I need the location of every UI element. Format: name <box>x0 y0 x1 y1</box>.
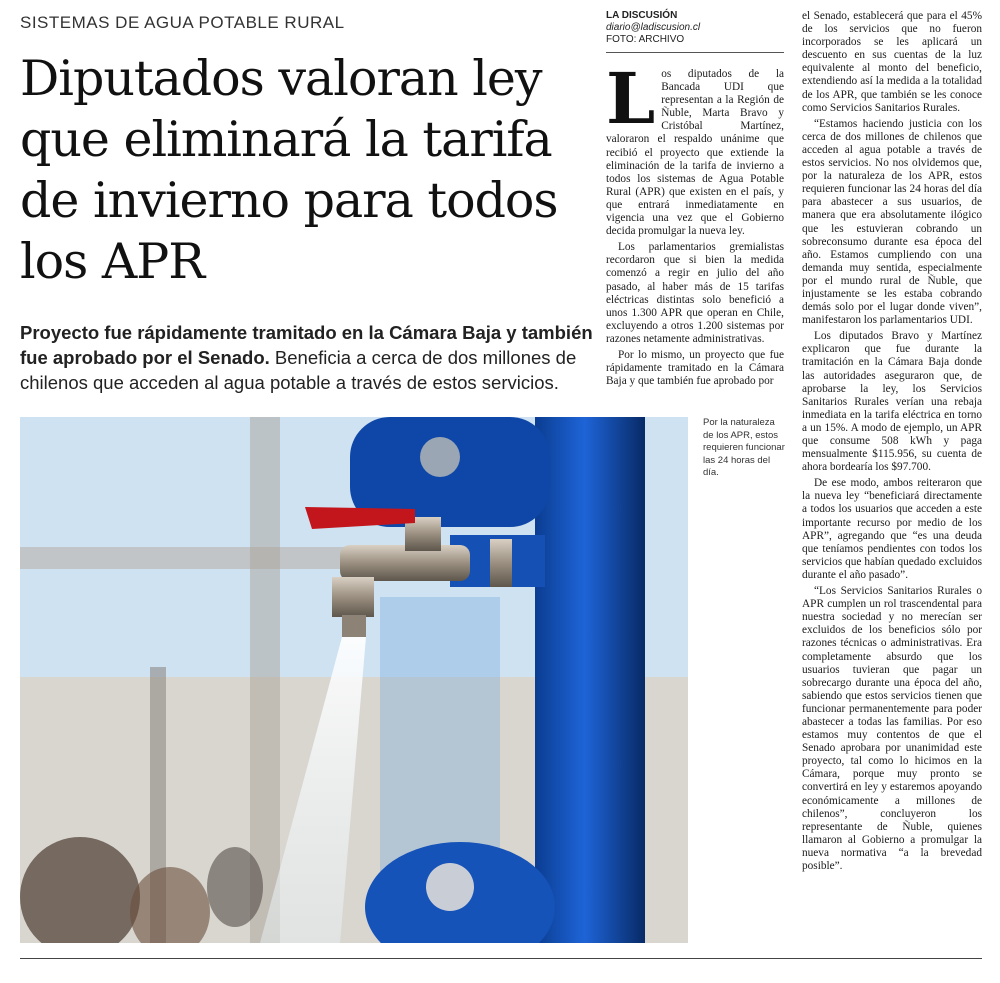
byline <box>606 10 784 46</box>
byline-email[interactable]: diario@ladiscusion.cl <box>606 22 701 33</box>
subhead <box>20 320 595 395</box>
article-paragraph: Los diputados de la Bancada UDI que representan a la Región de Ñuble, Marta Bravo y Cristóbal Martínez, valoraron el respaldo unánime que recibió el proyecto que extiende la eliminación de la tarifa de invierno a todos los sistemas de Agua Potable Rural (APR) que existen en el país, y que entrará inmediatamente en vigencia una vez que el Gobierno decida promulgar la nueva ley. <box>606 57 784 238</box>
bottom-divider <box>20 958 982 959</box>
byline-publication: LA DISCUSIÓN <box>606 10 678 21</box>
article-column-1 <box>606 57 784 391</box>
subhead-text: Beneficia a cerca de dos millones de chilenos que acceden al agua potable a través de estos servicios. <box>20 347 577 393</box>
article-photo-water-faucet <box>20 417 688 943</box>
byline-divider <box>606 52 784 53</box>
section-label: SISTEMAS DE AGUA POTABLE RURAL <box>20 13 345 32</box>
article-paragraph: Por lo mismo, un proyecto que fue rápidamente tramitado en la Cámara Baja y que también fue aprobado por <box>606 348 784 388</box>
article-column-2 <box>802 10 982 876</box>
article-paragraph: el Senado, establecerá que para el 45% de los servicios que no fueron incorporados se les aplicará un descuento en sus cuentas de la luz equivalente al monto del beneficio, extendiendo así la medida a la totalidad de los APR, que también se les conoce como Servicios Sanitarios Rurales. <box>802 10 982 114</box>
byline-photo-credit: FOTO: ARCHIVO <box>606 34 685 45</box>
article-paragraph: De ese modo, ambos reiteraron que la nueva ley “beneficiará directamente a todos los usuarios que acceden a este importante recurso por medio de los APR”, agregando que “es una deuda que teníamos pendientes con todos los servicios que habían quedado excluidos durante el año pasado”. <box>802 477 982 581</box>
article-paragraph: “Estamos haciendo justicia con los cerca de dos millones de chilenos que acceden al agua potable a través de estos servicios. No nos olvidemos que, por la naturaleza de los APR, estos requieren funcionar las 24 horas del día para abastecer a sus usuarios, de manera que era absolutamente ilógico que les estuvieran cobrando un sobreconsumo durante esa época del año. Estamos cumpliendo con una demanda muy sentida, especialmente por el mundo rural de Ñuble, que injustamente se les estaba cobrando demás solo por el lugar donde viven”, manifestaron los parlamentarios UDI. <box>802 117 982 327</box>
faucet-illustration <box>20 417 688 943</box>
headline: Diputados valoran ley que eliminará la tarifa de invierno para todos los APR <box>20 50 558 290</box>
article-paragraph: Los diputados Bravo y Martínez explicaron que fue durante la tramitación en la Cámara Baja donde las autoridades aseguraron que, de aprobarse la ley, los Servicios Sanitarios Rurales verían una rebaja inmediata en la tarifa eléctrica en torno a un 15%. A modo de ejemplo, un APR que consume 508 kWh y paga mensualmente $115.956, su cuenta de ahora bordearía los $97.700. <box>802 330 982 474</box>
article-paragraph: Los parlamentarios gremialistas recordaron que si bien la medida comenzó a regir en julio del año pasado, al haber más de 15 tarifas eléctricas distintas solo benefició a unos 1.300 APR que operan en Chile, excluyendo a otros 1.200 sistemas por razones netamente administrativas. <box>606 241 784 345</box>
dropcap: L <box>606 57 656 140</box>
article-paragraph: “Los Servicios Sanitarios Rurales o APR cumplen un rol trascendental para nuestra sociedad y no merecían ser excluidos de los beneficios sólo por razones técnicas o administrativas. Era completamente absurdo que los usuarios tuvieran que pagar un sobrecargo durante una época del año, sabiendo que estos servicios tienen que funcionar permanentemente para poder abastecer a todas las familias. Por eso estamos muy contentos de que el Senado aprobara por unanimidad este proyecto, tal como lo hicimos en la Cámara, porque muy pronto se convertirá en ley y estaremos apoyando económicamente a millones de chilenos”, concluyeron los representante de Ñuble, quienes llamaron al Gobierno a promulgar la nueva normativa “a la brevedad posible”. <box>802 585 982 872</box>
photo-caption: Por la naturaleza de los APR, estos requieren funcionar las 24 horas del día. <box>703 417 785 478</box>
subhead-bold: Proyecto fue rápidamente tramitado en la Cámara Baja y también fue aprobado por el Senado. <box>20 322 593 368</box>
